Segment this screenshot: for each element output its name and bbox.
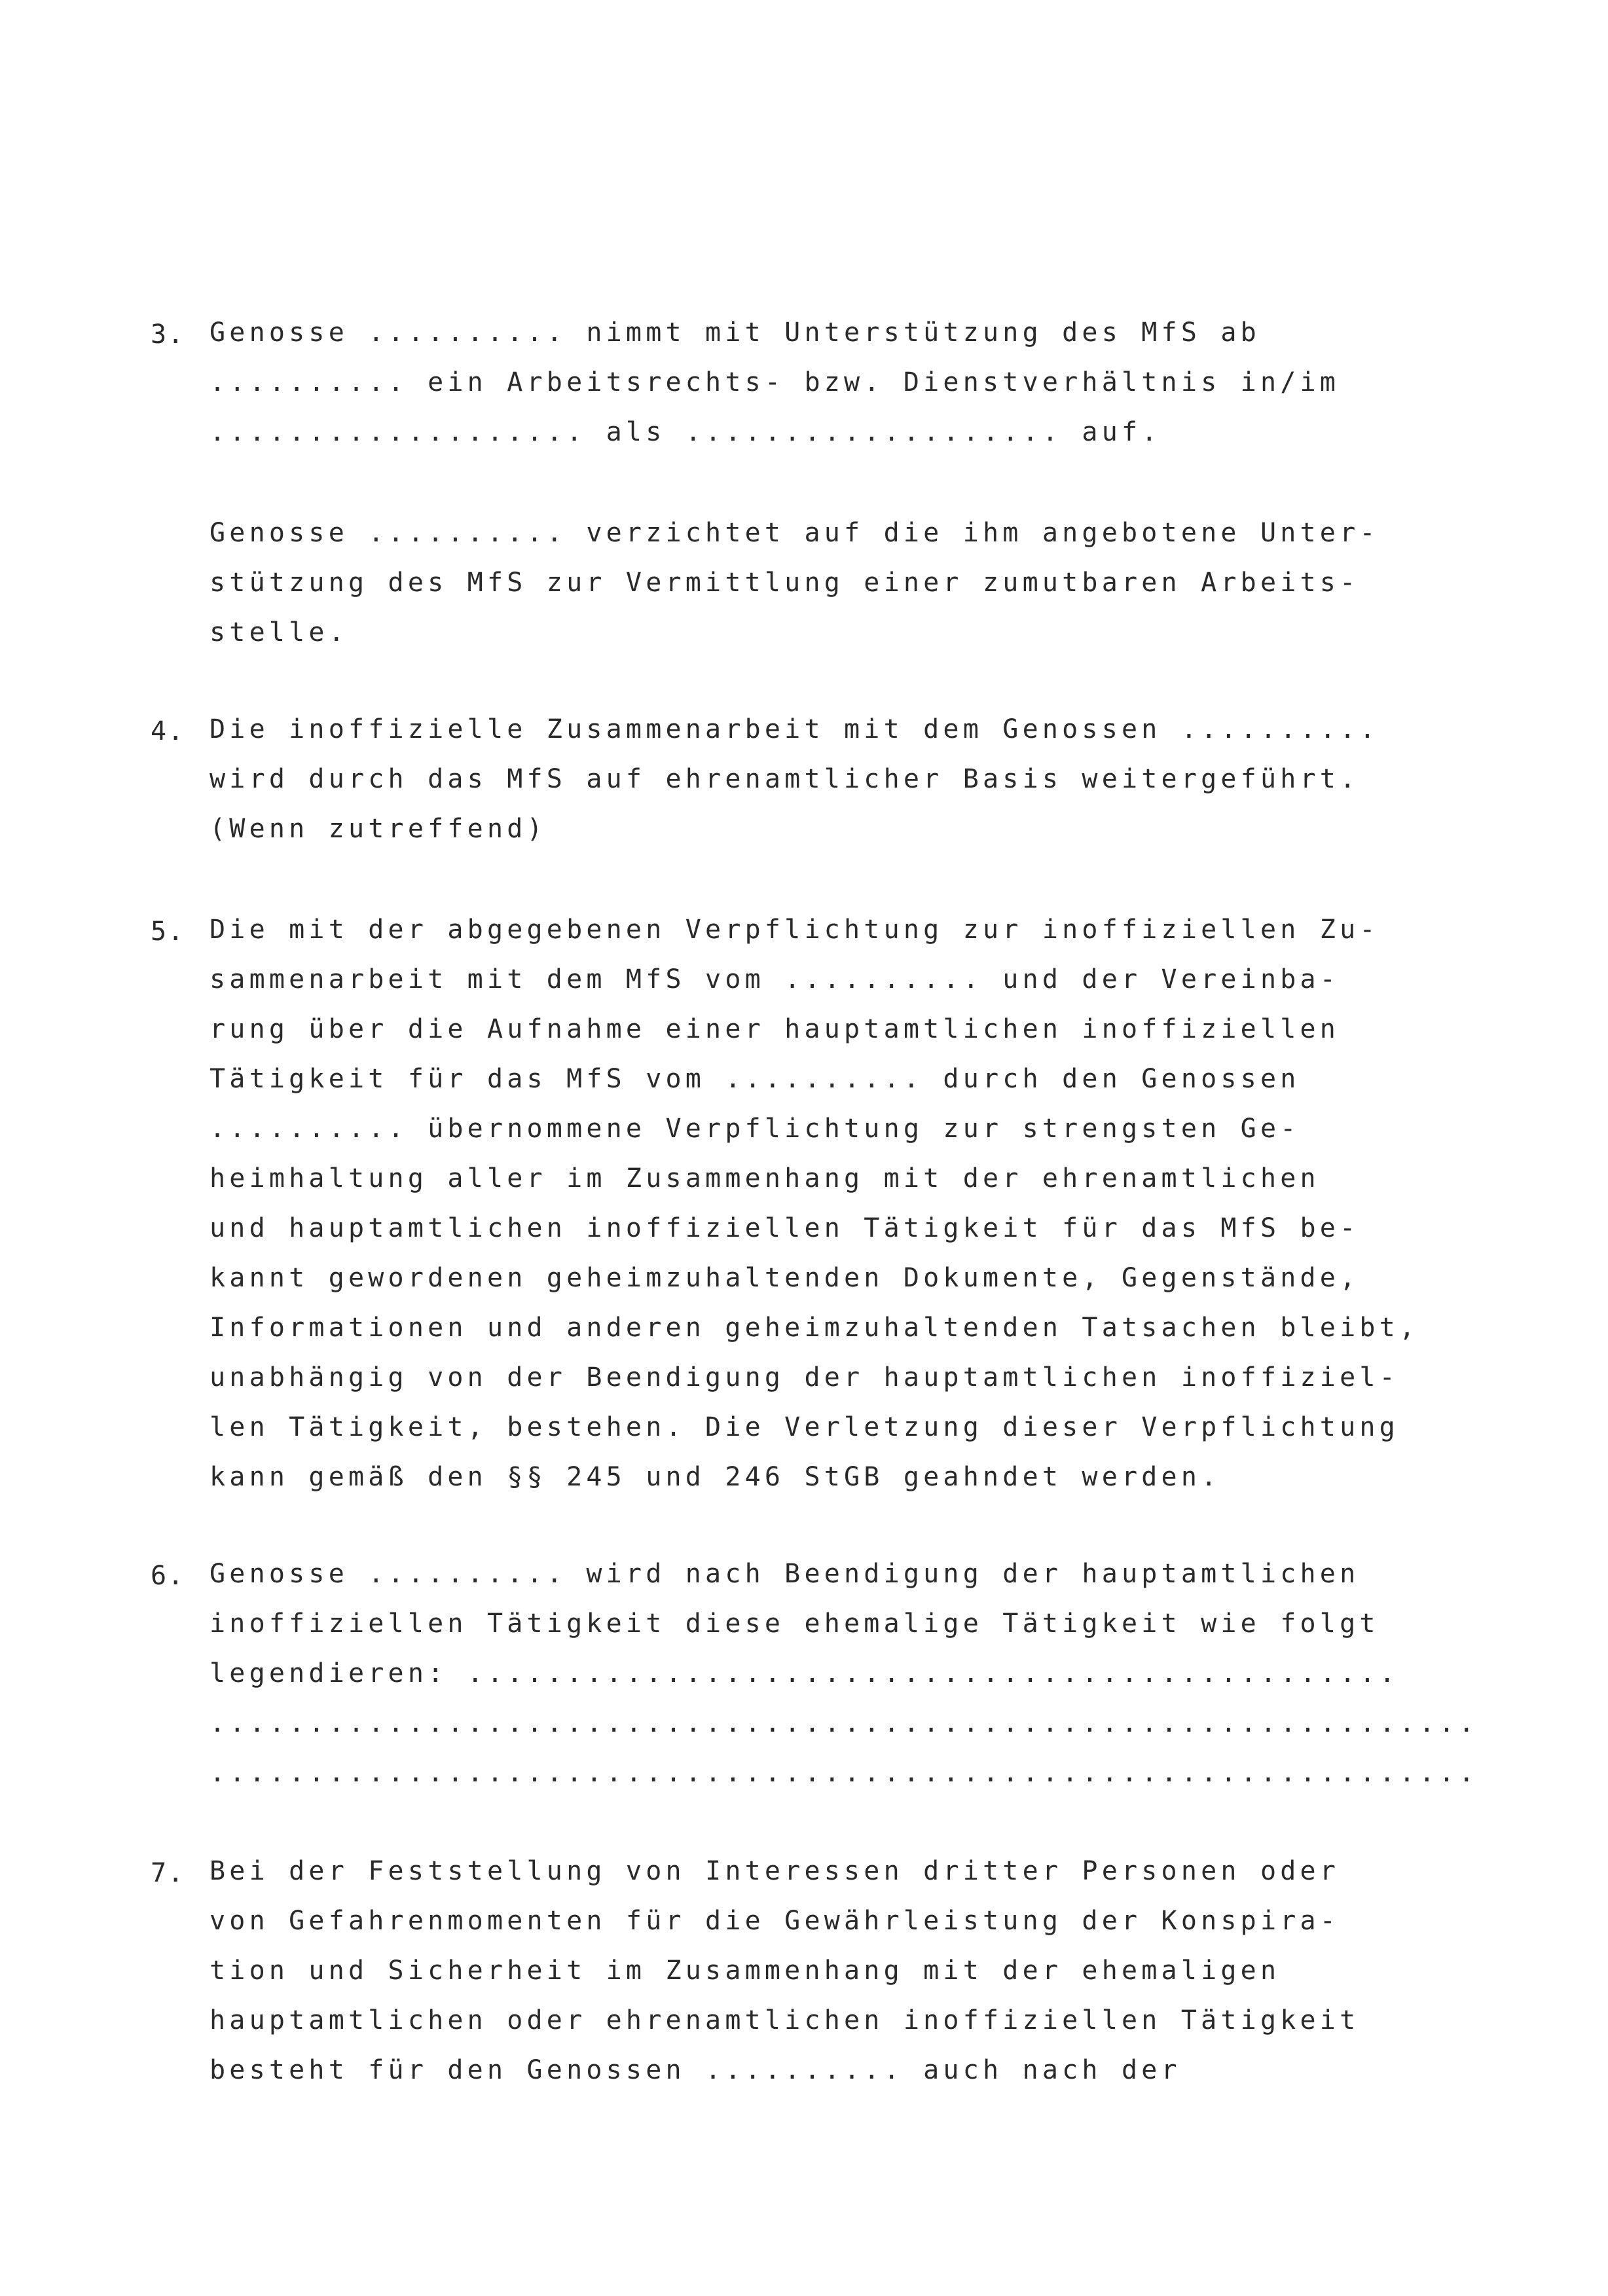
- text-line: hauptamtlichen oder ehrenamtlichen inoffiziellen Tätigkeit: [210, 2005, 1360, 2035]
- text-line: Genosse .......... verzichtet auf die ihm angebotene Unter-: [210, 518, 1380, 548]
- text-line: Tätigkeit für das MfS vom .......... durch den Genossen: [210, 1064, 1300, 1094]
- text-line: wird durch das MfS auf ehrenamtlicher Basis weitergeführt.: [210, 764, 1360, 794]
- text-line: heimhaltung aller im Zusammenhang mit der ehrenamtlichen: [210, 1163, 1320, 1194]
- text-line: ................... als ................... auf.: [210, 417, 1161, 447]
- section-number: 7.: [151, 1858, 185, 1888]
- text-line: tion und Sicherheit im Zusammenhang mit der ehemaligen: [210, 1956, 1281, 1986]
- text-line: unabhängig von der Beendigung der hauptamtlichen inoffiziel-: [210, 1362, 1399, 1393]
- text-line: .......... übernommene Verpflichtung zur strengsten Ge-: [210, 1114, 1300, 1144]
- section-number: 4.: [151, 716, 185, 746]
- text-line: kann gemäß den §§ 245 und 246 StGB geahndet werden.: [210, 1462, 1221, 1492]
- text-line: Die inoffizielle Zusammenarbeit mit dem Genossen ..........: [210, 714, 1380, 744]
- text-line: sammenarbeit mit dem MfS vom .......... und der Vereinba-: [210, 964, 1340, 994]
- text-line: stelle.: [210, 617, 348, 647]
- text-line: ................................................................: [210, 1758, 1479, 1788]
- text-line: (Wenn zutreffend): [210, 814, 547, 844]
- text-line: ................................................................: [210, 1708, 1479, 1738]
- text-line: von Gefahrenmomenten für die Gewährleistung der Konspira-: [210, 1906, 1340, 1936]
- text-line: Genosse .......... wird nach Beendigung der hauptamtlichen: [210, 1559, 1360, 1589]
- text-line: stützung des MfS zur Vermittlung einer zumutbaren Arbeits-: [210, 568, 1360, 598]
- text-line: len Tätigkeit, bestehen. Die Verletzung dieser Verpflichtung: [210, 1412, 1399, 1442]
- text-line: Bei der Feststellung von Interessen dritter Personen oder: [210, 1856, 1340, 1886]
- section-number: 6.: [151, 1561, 185, 1591]
- text-line: .......... ein Arbeitsrechts- bzw. Dienstverhältnis in/im: [210, 367, 1340, 397]
- text-line: besteht für den Genossen .......... auch nach der: [210, 2055, 1181, 2085]
- section-number: 5.: [151, 917, 185, 947]
- text-line: Die mit der abgegebenen Verpflichtung zur inoffiziellen Zu-: [210, 915, 1380, 945]
- text-line: Genosse .......... nimmt mit Unterstützung des MfS ab: [210, 318, 1260, 348]
- text-line: inoffiziellen Tätigkeit diese ehemalige Tätigkeit wie folgt: [210, 1609, 1380, 1639]
- text-line: rung über die Aufnahme einer hauptamtlichen inoffiziellen: [210, 1014, 1340, 1044]
- section-number: 3.: [151, 319, 185, 350]
- text-line: kannt gewordenen geheimzuhaltenden Dokumente, Gegenstände,: [210, 1263, 1360, 1293]
- text-line: legendieren: ...............................................: [210, 1658, 1399, 1688]
- text-line: und hauptamtlichen inoffiziellen Tätigkeit für das MfS be-: [210, 1213, 1360, 1243]
- text-line: Informationen und anderen geheimzuhaltenden Tatsachen bleibt,: [210, 1313, 1419, 1343]
